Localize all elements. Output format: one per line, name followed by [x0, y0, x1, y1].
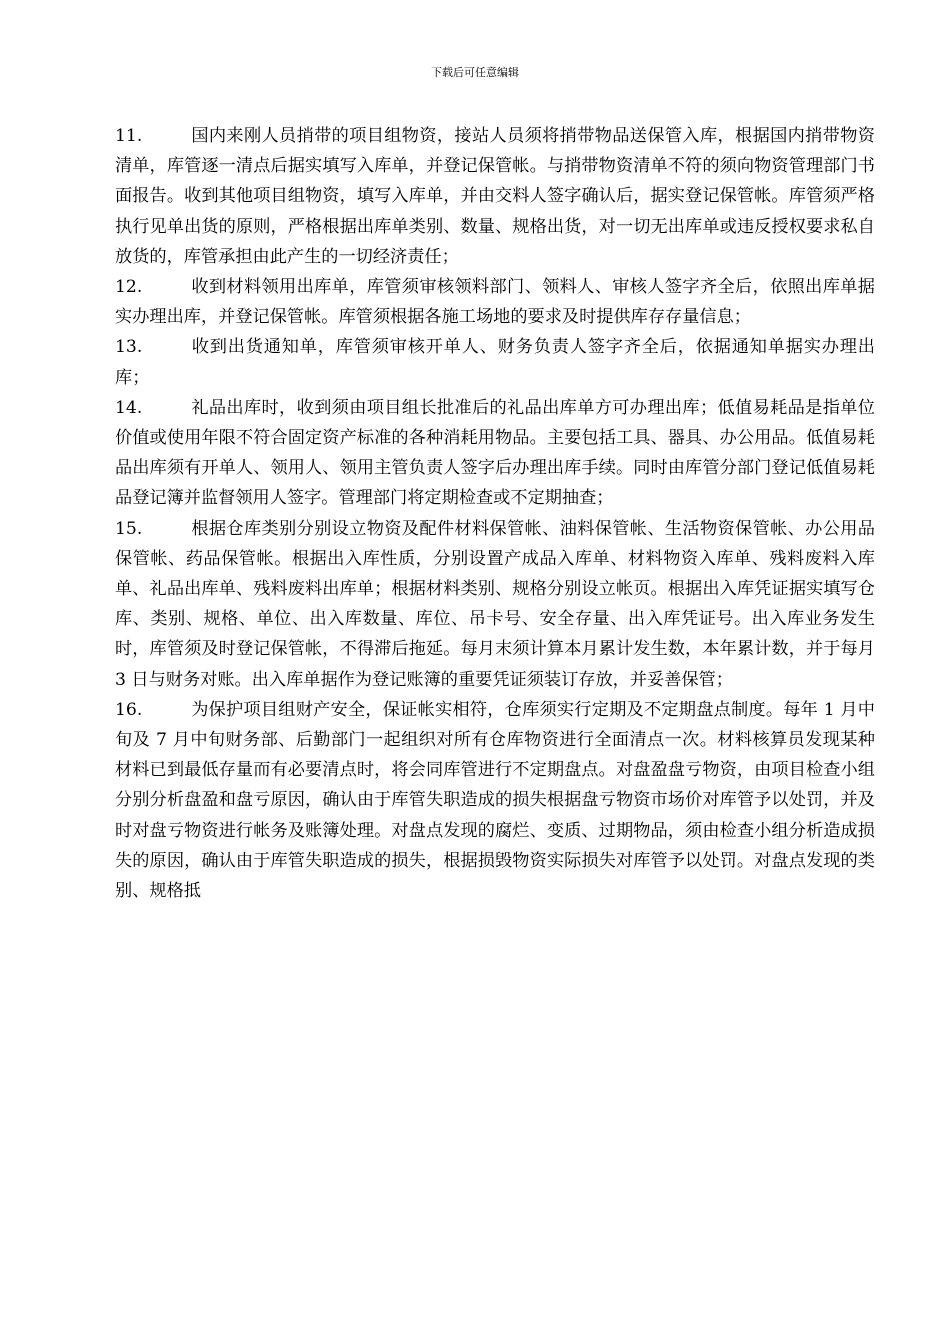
- paragraph-14: [115, 393, 875, 514]
- paragraph-number: 16.: [115, 699, 143, 720]
- paragraph-text: 礼品出库时，收到须由项目组长批准后的礼品出库单方可办理出库；低值易耗品是指单位价值或使用年限不符合固定资产标准的各种消耗用物品。主要包括工具、器具、办公用品。低值易耗品出库须有开单人、领用人、领用主管负责人签字后办理出库手续。同时由库管分部门登记低值易耗品登记簿并监督领用人签字。管理部门将定期检查或不定期抽查；: [115, 397, 875, 509]
- paragraph-text: 为保护项目组财产安全，保证帐实相符，仓库须实行定期及不定期盘点制度。每年 1 月中旬及 7 月中旬财务部、后勤部门一起组织对所有仓库物资进行全面清点一次。材料核算员发现某种材料已到最低存量而有必要清点时，将会同库管进行不定期盘点。对盘盈盘亏物资，由项目检查小组分别分析盘盈和盘亏原因，确认由于库管失职造成的损失根据盘亏物资市场价对库管予以处罚，并及时对盘亏物资进行帐务及账簿处理。对盘点发现的腐烂、变质、过期物品，须由检查小组分析造成损失的原因，确认由于库管失职造成的损失，根据损毁物资实际损失对库管予以处罚。对盘点发现的类别、规格抵: [115, 699, 875, 902]
- paragraph-text: 根据仓库类别分别设立物资及配件材料保管帐、油料保管帐、生活物资保管帐、办公用品保管帐、药品保管帐。根据出入库性质，分别设置产成品入库单、材料物资入库单、残料废料入库单、礼品出库单、残料废料出库单；根据材料类别、规格分别设立帐页。根据出入库凭证据实填写仓库、类别、规格、单位、出入库数量、库位、吊卡号、安全存量、出入库凭证号。出入库业务发生时，库管须及时登记保管帐，不得滞后拖延。每月末须计算本月累计发生数，本年累计数，并于每月 3 日与财务对账。出入库单据作为登记账簿的重要凭证须装订存放，并妥善保管；: [115, 518, 875, 690]
- paragraph-number: 15.: [115, 518, 143, 539]
- paragraph-12: [115, 272, 875, 332]
- paragraph-13: [115, 332, 875, 392]
- paragraph-text: 收到出货通知单，库管须审核开单人、财务负责人签字齐全后，依据通知单据实办理出库；: [115, 337, 875, 388]
- document-body: [115, 121, 875, 906]
- paragraph-number: 13.: [115, 337, 143, 358]
- paragraph-text: 收到材料领用出库单，库管须审核领料部门、领料人、审核人签字齐全后，依照出库单据实办理出库，并登记保管帐。库管须根据各施工场地的要求及时提供库存存量信息；: [115, 277, 875, 328]
- page-header: 下载后可任意编辑: [431, 66, 519, 79]
- paragraph-number: 14.: [115, 397, 143, 418]
- paragraph-16: [115, 695, 875, 906]
- paragraph-11: [115, 121, 875, 272]
- paragraph-15: [115, 514, 875, 695]
- paragraph-number: 12.: [115, 277, 143, 298]
- paragraph-number: 11.: [115, 126, 143, 146]
- paragraph-text: 国内来刚人员捎带的项目组物资，接站人员须将捎带物品送保管入库，根据国内捎带物资清单，库管逐一清点后据实填写入库单，并登记保管帐。与捎带物资清单不符的须向物资管理部门书面报告。收到其他项目组物资，填写入库单，并由交料人签字确认后，据实登记保管帐。库管须严格执行见单出货的原则，严格根据出库单类别、数量、规格出货，对一切无出库单或违反授权要求私自放货的，库管承担由此产生的一切经济责任；: [115, 126, 875, 267]
